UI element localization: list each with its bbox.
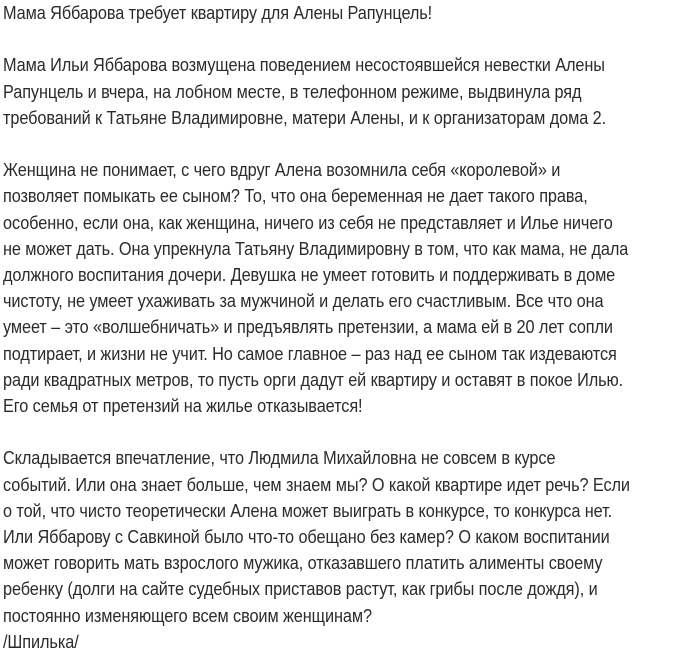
paragraph-line: Его семья от претензий на жилье отказывается! [3,396,363,417]
paragraph-2 [3,157,691,419]
paragraph-line: особенно, если она, как женщина, ничего из себя не представляет и Илье ничего [3,212,613,233]
paragraph-line: требований к Татьяне Владимировне, матери Алены, и к организаторам дома 2. [3,107,607,128]
paragraph-line: должного воспитания дочери. Девушка не умеет готовить и поддерживать в доме [3,265,616,285]
paragraph-line: Женщина не понимает, с чего вдруг Алена возомнила себя «королевой» и [3,160,561,181]
paragraph-line: Или Яббарову с Савкиной было что-то обещано без камер? О каком воспитании [3,527,610,548]
paragraph-line: ребенку (долги на сайте судебных приставов растут, как грибы после дождя), и [3,579,598,600]
paragraph-line: чистоту, не умеет ухаживать за мужчиной и делать его счастливым. Все что она [3,291,604,312]
paragraph-line: Рапунцель и вчера, на лобном месте, в телефонном режиме, выдвинула ряд [3,81,582,102]
paragraph-line: не может дать. Она упрекнула Татьяну Владимировну в том, что как мама, не дала [3,238,629,259]
paragraph-3 [3,445,691,655]
paragraph-line: Складывается впечатление, что Людмила Михайловна не совсем в курсе [3,448,556,469]
article [3,0,691,655]
paragraph-line: подтирает, и жизни не учит. Но самое главное – раз над ее сыном так издеваются [3,343,617,364]
paragraph-line: Мама Ильи Яббарова возмущена поведением несостоявшейся невестки Алены [3,55,605,76]
article-title [3,0,691,26]
paragraph-line: событий. Или она знает больше, чем знаем мы? О какой квартире идет речь? Если [3,474,630,495]
paragraph-line: ради квадратных метров, то пусть орги дадут ей квартиру и оставят в покое Илью. [3,369,624,390]
article-signature: /Шпилька/ [3,631,79,652]
paragraph-line: позволяет помыкать ее сыном? То, что она беременная не дает такого права, [3,186,588,207]
paragraph-1 [3,52,691,131]
paragraph-line: может говорить мать взрослого мужика, отказавшего платить алименты своему [3,553,603,574]
paragraph-line: о той, что чисто теоретически Алена может выиграть в конкурсе, то конкурса нет. [3,500,613,521]
article-title-text: Мама Яббарова требует квартиру для Алены Рапунцель! [3,3,433,23]
paragraph-line: постоянно изменяющего всем своим женщинам? [3,605,372,626]
paragraph-line: умеет – это «волшебничать» и предъявлять претензии, а мама ей в 20 лет сопли [3,317,613,338]
